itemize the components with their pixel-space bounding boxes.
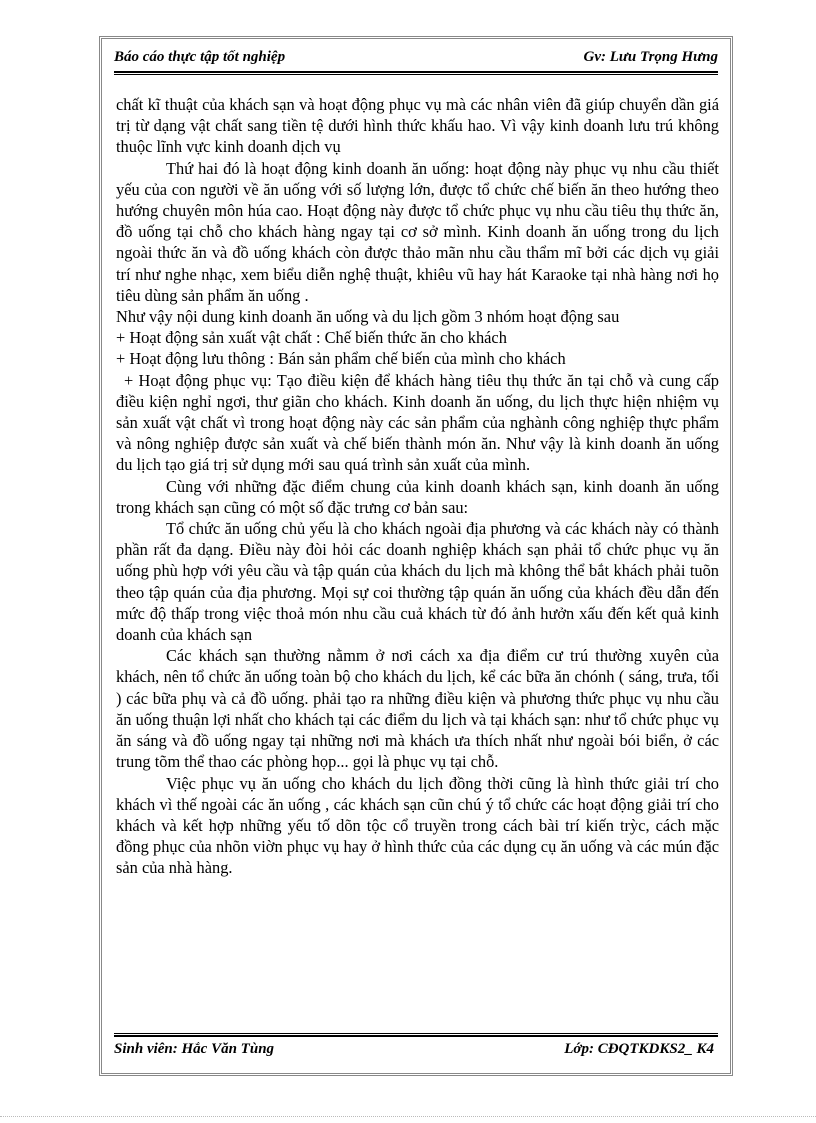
page-footer: [114, 1041, 718, 1058]
paragraph: Việc phục vụ ăn uống cho khách du lịch đồng thời cũng là hình thức giải trí cho khách vì thế ngoài các ăn uống , các khách sạn cũn chú ý tổ chức các hoạt động giải trí cho khách và kết hợp những yếu tố dõn tộc cổ truyền trong cách bài trí kiến trỳc, cách mặc đồng phục của nhõn viờn phục vụ hay ở hình thức của các dụng cụ ăn uống và các mún đặc sản của nhà hàng.: [116, 773, 719, 878]
list-item: + Hoạt động lưu thông : Bán sản phẩm chế biến của mình cho khách: [116, 349, 566, 369]
bottom-divider: [0, 1116, 816, 1117]
paragraph: Cùng với những đặc điểm chung của kinh doanh khách sạn, kinh doanh ăn uống trong khách sạn cũng có một số đặc trưng cơ bản sau:: [116, 476, 719, 517]
document-body: [116, 94, 719, 879]
footer-class: Lớp: CĐQTKDKS2_ K4: [564, 1041, 714, 1057]
header-instructor: Gv: Lưu Trọng Hưng: [583, 49, 718, 65]
paragraph: chất kĩ thuật của khách sạn và hoạt động phục vụ mà các nhân viên đã giúp chuyển dần giá trị từ dạng vật chất sang tiền tệ dưới hình thức khấu hao. Vì vậy kinh doanh lưu trú không thuộc lĩnh vực kinh doanh dịch vụ: [116, 95, 719, 157]
list-item: + Hoạt động phục vụ: Tạo điều kiện để khách hàng tiêu thụ thức ăn tại chỗ và cung cấp điều kiện nghỉ ngơi, thư giãn cho khách. Kinh doanh ăn uống, du lịch thực hiện nhiệm vụ sản xuất vật chất vì trong hoạt động này các sản phẩm của nghành công nghiệp thực phẩm và nông nghiệp được sản xuất và chế biến thành món ăn. Như vậy là kinh doanh ăn uống du lịch tạo giá trị sử dụng mới sau quá trình sản xuất của mình.: [116, 370, 719, 475]
footer-rule: [114, 1033, 718, 1037]
page-header: [114, 49, 718, 66]
paragraph: Thứ hai đó là hoạt động kinh doanh ăn uống: hoạt động này phục vụ nhu cầu thiết yếu của con người về ăn uống với số lượng lớn, được tổ chức chế biến ăn theo hướng theo hướng chuyên môn húa cao. Hoạt động này được tổ chức phục vụ nhu cầu tiêu thụ thức ăn, đồ uống tại chỗ cho khách hàng ngay tại cơ sở mình. Kinh doanh ăn uống trong du lịch ngoài thức ăn và đồ uống khách còn được thảo mãn nhu cầu thẩm mĩ bởi các dịch vụ giải trí như nghe nhạc, xem biểu diễn nghệ thuật, khiêu vũ hay hát Karaoke tại nhà hàng nơi họ tiêu dùng sản phẩm ăn uống .: [116, 158, 719, 305]
header-report-title: Báo cáo thực tập tốt nghiệp: [114, 49, 286, 65]
paragraph: Tổ chức ăn uống chủ yếu là cho khách ngoài địa phương và các khách này có thành phần rất đa dạng. Điều này đòi hỏi các doanh nghiệp khách sạn phải tổ chức phục vụ ăn uống phù hợp với yêu cầu và tập quán của khách du lịch mà không thể bắt khách phải tuõn theo tập quán của địa phương. Mọi sự coi thường tập quán ăn uống của khách đều dẫn đến mức độ thấp trong việc thoả món nhu cầu cuả khách từ đó ảnh hưởn xấu đến kết quả kinh doanh của khách sạn: [116, 519, 719, 645]
header-rule: [114, 71, 718, 75]
paragraph: Các khách sạn thường nằmm ở nơi cách xa địa điểm cư trú thường xuyên của khách, nên tổ chức ăn uống toàn bộ cho khách du lịch, kể các bữa ăn chónh ( sáng, trưa, tối ) các bữa phụ và cả đồ uống. phải tạo ra những điều kiện và phương thức phục vụ nhu cầu ăn uống thuận lợi nhất cho khách tại các điểm du lịch và tại khách sạn: như tổ chức phục vụ ăn sáng và đồ uống ngay tại những nơi mà khách ưa thích nhất như ngoài bói biển, ở các trung tõm thể thao các phòng họp... gọi là phục vụ tại chỗ.: [116, 646, 719, 772]
list-item: + Hoạt động sản xuất vật chất : Chế biến thức ăn cho khách: [116, 328, 507, 348]
footer-student: Sinh viên: Hắc Văn Tùng: [114, 1041, 275, 1057]
paragraph: Như vậy nội dung kinh doanh ăn uống và du lịch gồm 3 nhóm hoạt động sau: [116, 307, 620, 327]
